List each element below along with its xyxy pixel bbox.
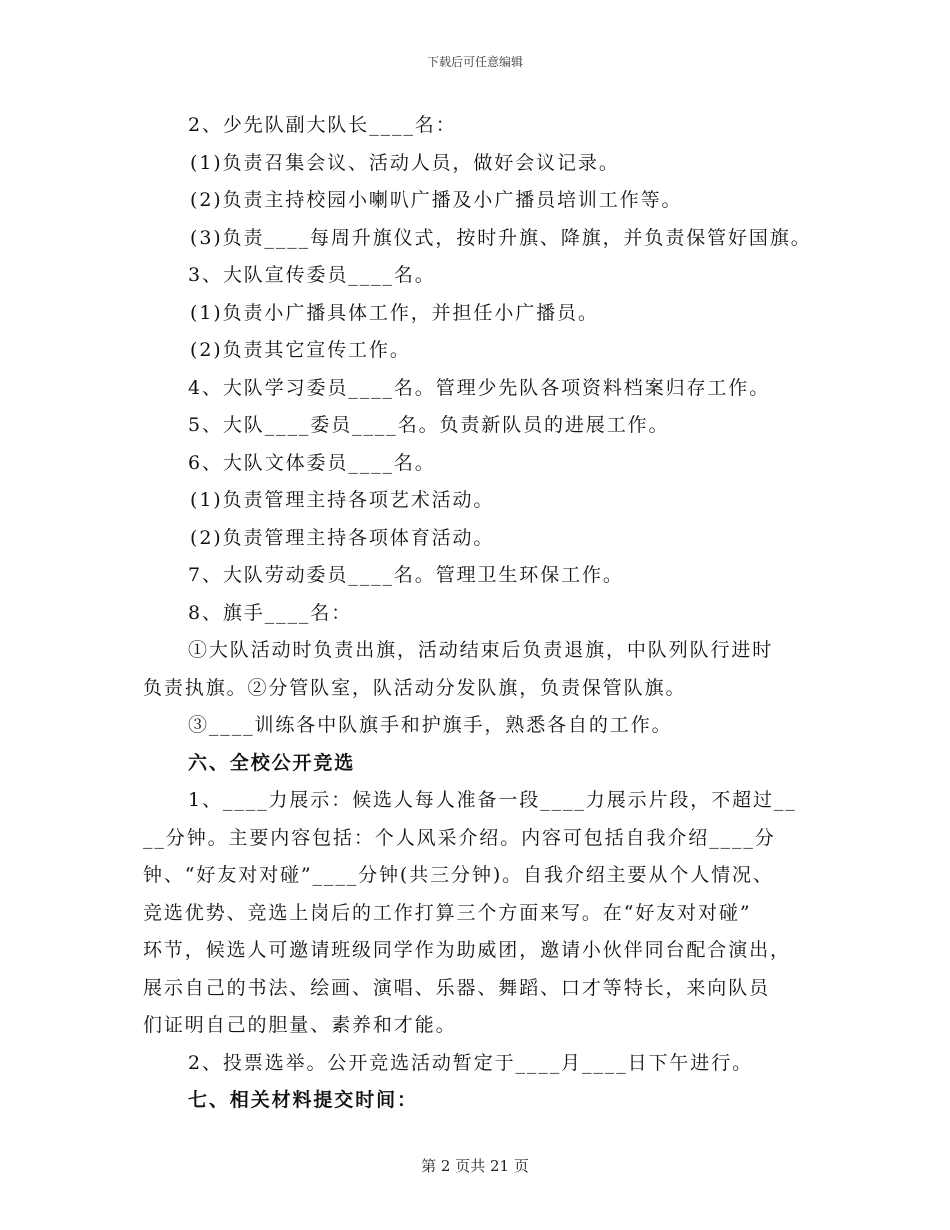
text-line: 钟、“好友对对碰”____分钟(共三分钟)。自我介绍主要从个人情况、 (143, 864, 774, 886)
text-line: ①大队活动时负责出旗，活动结束后负责退旗，中队列队行进时 (188, 639, 774, 661)
section-heading: 六、全校公开竞选 (188, 751, 356, 774)
text-line: (1)负责管理主持各项艺术活动。 (190, 489, 495, 511)
text-line: 环节，候选人可邀请班级同学作为助威团，邀请小伙伴同台配合演出， (143, 939, 791, 961)
text-line: ③____训练各中队旗手和护旗手，熟悉各自的工作。 (188, 714, 673, 736)
text-line: (3)负责____每周升旗仪式，按时升旗、降旗，并负责保管好国旗。 (190, 226, 812, 249)
text-line: 3、大队宣传委员____名。 (188, 264, 436, 286)
text-line: (2)负责主持校园小喇叭广播及小广播员培训工作等。 (190, 189, 683, 211)
text-line: 4、大队学习委员____名。管理少先队各项资料档案归存工作。 (188, 376, 771, 399)
page-header: 下载后可任意编辑 (426, 55, 523, 69)
text-line: (2)负责管理主持各项体育活动。 (190, 526, 495, 549)
text-line: (2)负责其它宣传工作。 (190, 339, 411, 361)
text-line: 6、大队文体委员____名。 (188, 451, 436, 474)
text-line: 7、大队劳动委员____名。管理卫生环保工作。 (188, 564, 624, 586)
page-footer: 第 2 页共 21 页 (421, 1157, 529, 1175)
text-line: 2、投票选举。公开竞选活动暂定于____月____日下午进行。 (188, 1051, 753, 1074)
text-line: 竞选优势、竞选上岗后的工作打算三个方面来写。在“好友对对碰” (143, 901, 752, 924)
text-line: 5、大队____委员____名。负责新队员的进展工作。 (188, 414, 670, 436)
text-line: __分钟。主要内容包括：个人风采介绍。内容可包括自我介绍____分 (143, 826, 776, 849)
document-body (143, 107, 812, 1120)
text-line: (1)负责小广播具体工作，并担任小广播员。 (190, 301, 599, 324)
text-line: 8、旗手____名： (188, 601, 353, 624)
text-line: 们证明自己的胆量、素养和才能。 (143, 1014, 457, 1036)
text-line: 负责执旗。②分管队室，队活动分发队旗，负责保管队旗。 (143, 676, 687, 699)
text-line: 展示自己的书法、绘画、演唱、乐器、舞蹈、口才等特长，来向队员 (143, 976, 771, 999)
text-line: 2、少先队副大队长____名： (188, 114, 457, 136)
text-line: 1、____力展示：候选人每人准备一段____力展示片段，不超过__ (188, 789, 797, 811)
section-heading: 七、相关材料提交时间： (188, 1089, 418, 1111)
text-line: (1)负责召集会议、活动人员，做好会议记录。 (190, 151, 620, 174)
